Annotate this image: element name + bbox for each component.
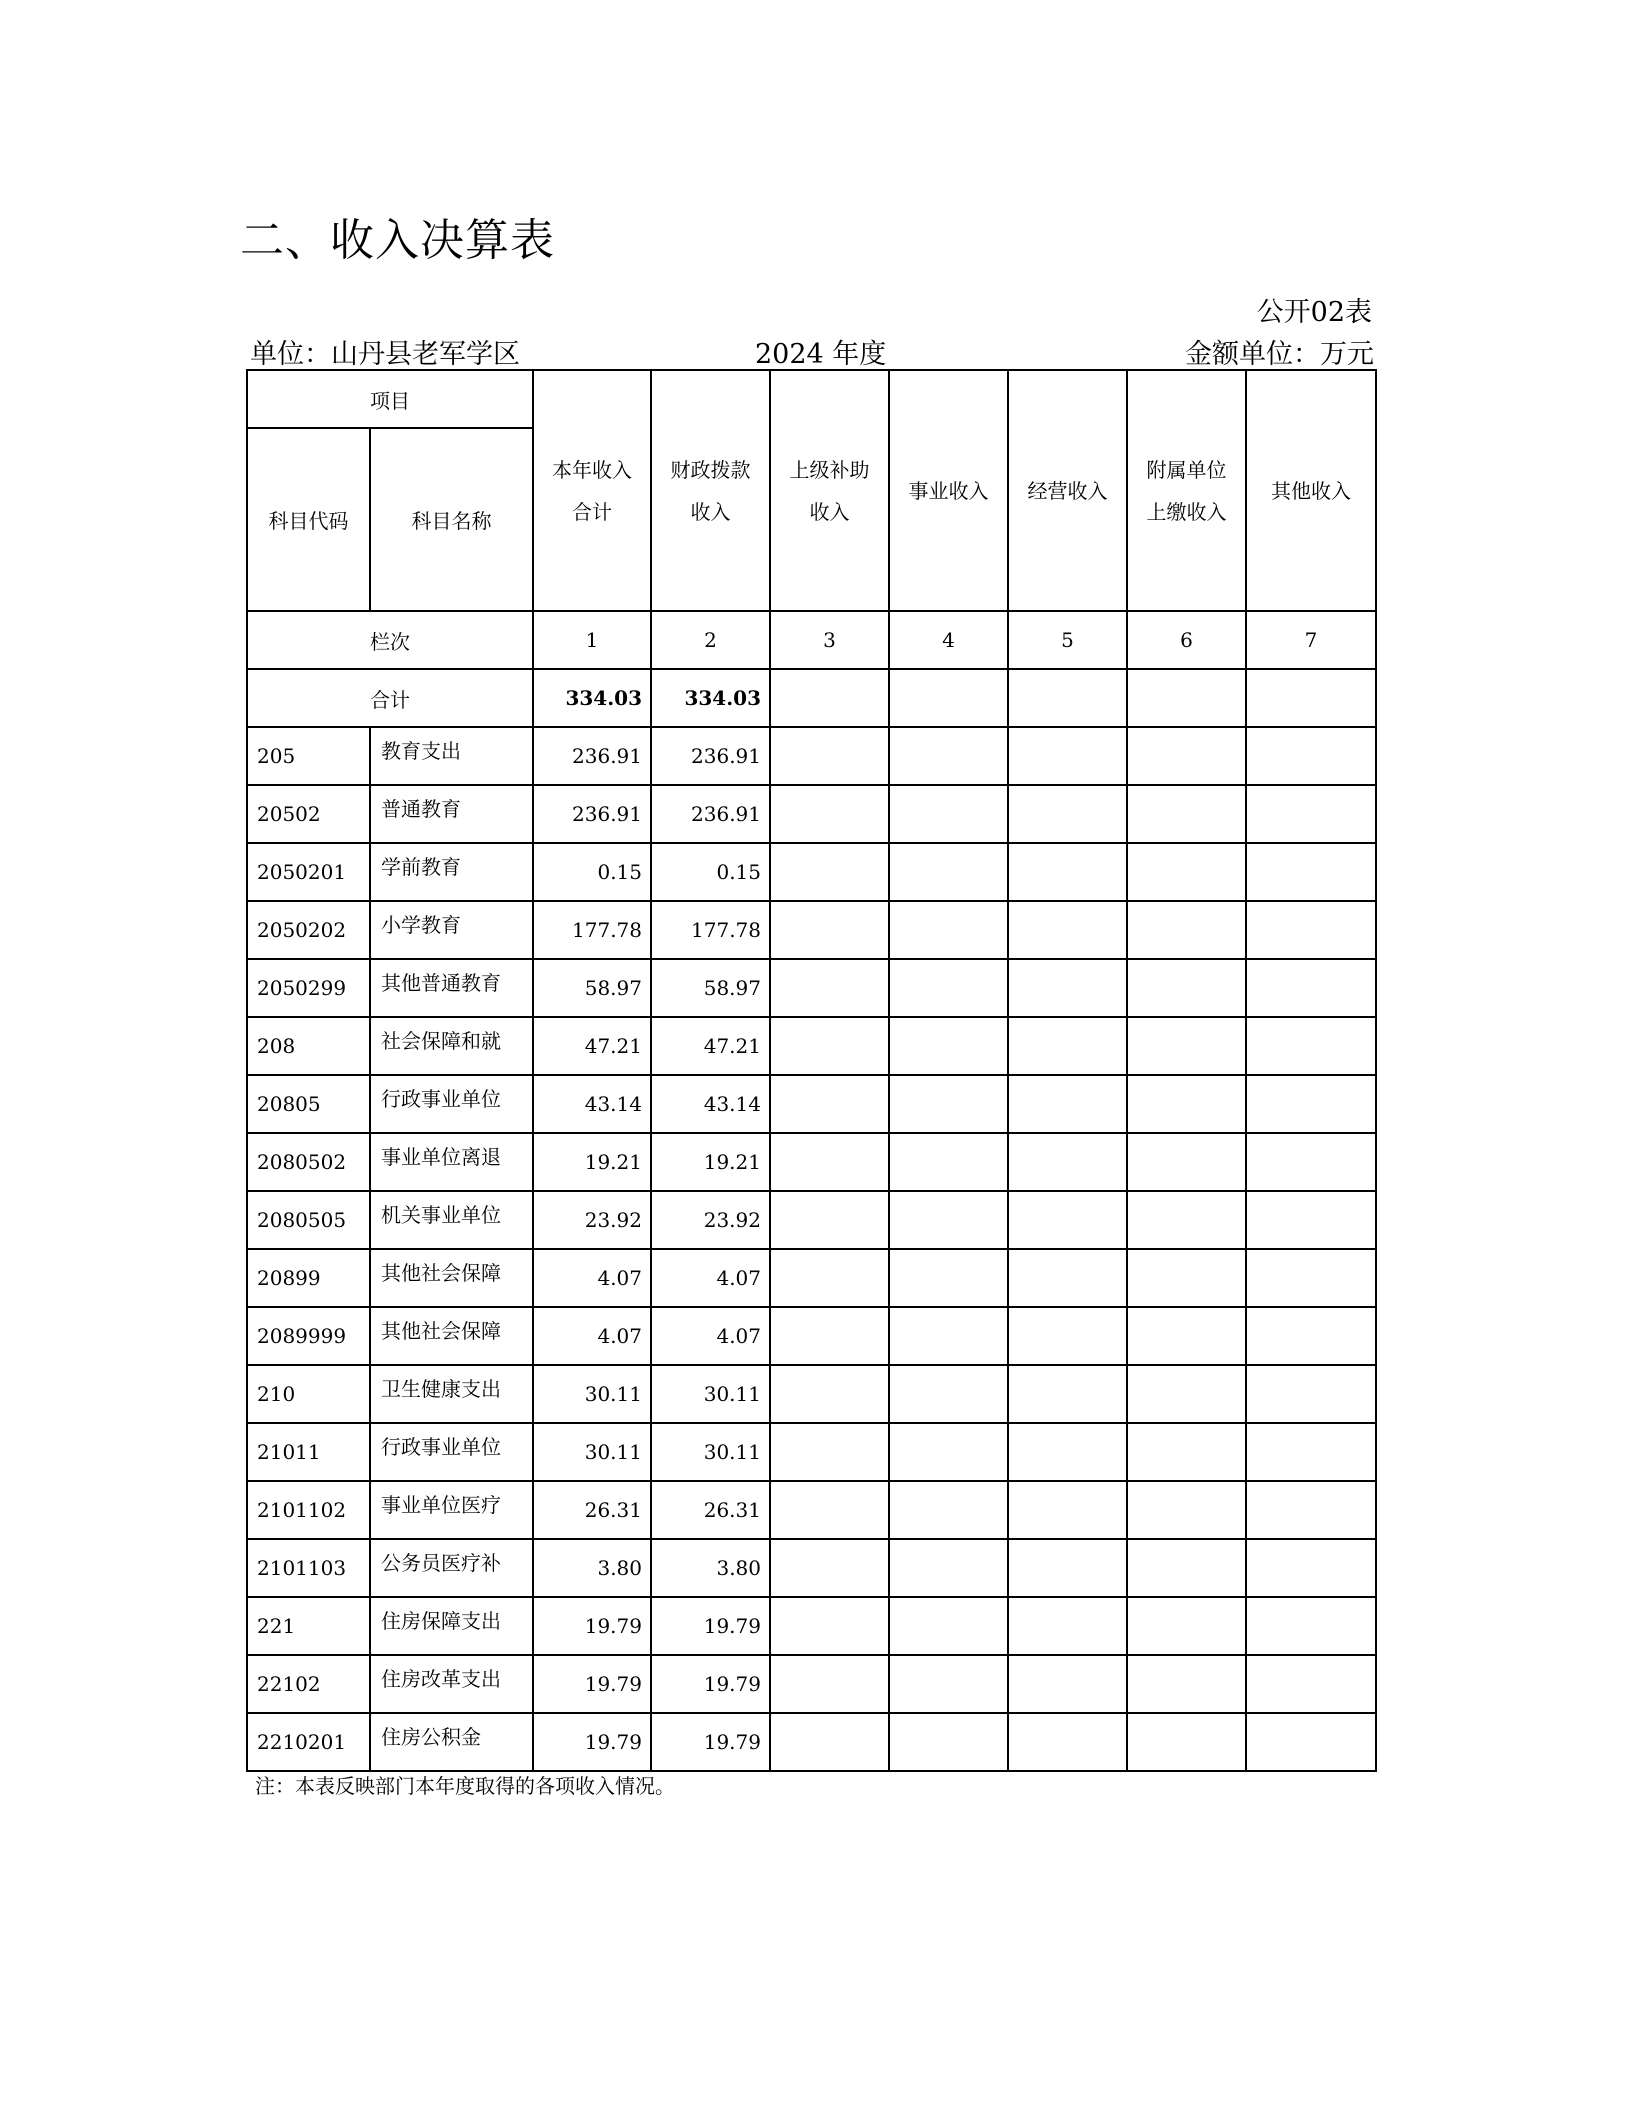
amount-cell	[1008, 959, 1127, 1017]
amount-cell: 23.92	[533, 1191, 651, 1249]
amount-cell	[770, 901, 889, 959]
header-item: 项目	[247, 370, 533, 428]
amount-cell	[889, 727, 1008, 785]
subject-name	[370, 1713, 533, 1771]
amount-cell: 30.11	[533, 1365, 651, 1423]
amount-cell	[889, 843, 1008, 901]
amount-cell	[1246, 727, 1376, 785]
header-total: 本年收入 合计	[533, 370, 651, 611]
form-number: 公开02表	[1256, 297, 1372, 328]
table-row	[247, 1249, 1376, 1307]
amount-cell	[770, 1539, 889, 1597]
amount-cell	[770, 959, 889, 1017]
subject-name-text: 普通教育	[381, 797, 461, 821]
amount-cell	[770, 727, 889, 785]
amount-cell	[1246, 959, 1376, 1017]
header-name: 科目名称	[370, 428, 533, 611]
amount-cell	[889, 1365, 1008, 1423]
amount-cell	[770, 785, 889, 843]
subject-name	[370, 1423, 533, 1481]
header-operating: 经营收入	[1008, 370, 1127, 611]
table-note: 注：本表反映部门本年度取得的各项收入情况。	[255, 1774, 675, 1798]
table-row	[247, 843, 1376, 901]
amount-cell: 236.91	[651, 785, 770, 843]
amount-cell: 58.97	[533, 959, 651, 1017]
amount-cell: 47.21	[651, 1017, 770, 1075]
amount-cell	[889, 1597, 1008, 1655]
amount-cell	[1127, 1481, 1246, 1539]
amount-cell: 19.21	[533, 1133, 651, 1191]
subject-code: 2089999	[247, 1307, 370, 1365]
amount-cell	[770, 1713, 889, 1771]
amount-cell	[1246, 1713, 1376, 1771]
table-row	[247, 1481, 1376, 1539]
subject-name-text: 其他社会保障	[381, 1319, 501, 1343]
subject-name-text: 学前教育	[381, 855, 461, 879]
amount-cell	[1246, 1249, 1376, 1307]
subject-name	[370, 1075, 533, 1133]
amount-cell	[1008, 1365, 1127, 1423]
column-number: 7	[1246, 611, 1376, 669]
subject-code: 20502	[247, 785, 370, 843]
subject-name-text: 其他普通教育	[381, 971, 501, 995]
table-row	[247, 1017, 1376, 1075]
amount-cell	[1127, 1713, 1246, 1771]
column-number-label: 栏次	[247, 611, 533, 669]
amount-cell	[1127, 1597, 1246, 1655]
subject-name	[370, 843, 533, 901]
amount-cell: 47.21	[533, 1017, 651, 1075]
amount-cell	[1246, 1133, 1376, 1191]
amount-cell	[770, 1249, 889, 1307]
amount-cell: 19.79	[651, 1597, 770, 1655]
amount-cell: 43.14	[533, 1075, 651, 1133]
header-other: 其他收入	[1246, 370, 1376, 611]
amount-cell	[1127, 1423, 1246, 1481]
amount-cell	[1008, 1481, 1127, 1539]
subject-code: 2210201	[247, 1713, 370, 1771]
unit-label: 单位：山丹县老军学区	[250, 339, 520, 370]
total-value	[1127, 669, 1246, 727]
amount-cell	[770, 1075, 889, 1133]
table-row	[247, 1655, 1376, 1713]
amount-unit-label: 金额单位：万元	[1185, 339, 1374, 370]
amount-cell	[889, 1075, 1008, 1133]
subject-name-text: 卫生健康支出	[381, 1377, 501, 1401]
subject-name-text: 住房公积金	[381, 1725, 481, 1749]
subject-code: 2050202	[247, 901, 370, 959]
amount-cell: 30.11	[651, 1423, 770, 1481]
subject-name-text: 事业单位离退	[381, 1145, 501, 1169]
amount-cell: 236.91	[533, 785, 651, 843]
subject-name	[370, 1365, 533, 1423]
subject-name-text: 教育支出	[381, 739, 461, 763]
total-value	[770, 669, 889, 727]
total-value	[889, 669, 1008, 727]
amount-cell	[1127, 959, 1246, 1017]
column-number-row	[247, 611, 1376, 669]
amount-cell: 19.79	[533, 1597, 651, 1655]
amount-cell: 19.79	[533, 1713, 651, 1771]
report-meta	[250, 332, 1374, 372]
subject-code: 208	[247, 1017, 370, 1075]
subject-name-text: 住房保障支出	[381, 1609, 501, 1633]
amount-cell	[1008, 1423, 1127, 1481]
subject-name-text: 公务员医疗补	[381, 1551, 501, 1575]
table-row	[247, 785, 1376, 843]
amount-cell: 19.21	[651, 1133, 770, 1191]
amount-cell	[1008, 1017, 1127, 1075]
income-table	[246, 369, 1377, 1772]
column-number: 4	[889, 611, 1008, 669]
amount-cell: 19.79	[651, 1713, 770, 1771]
amount-cell	[889, 785, 1008, 843]
amount-cell	[1246, 1191, 1376, 1249]
subject-code: 21011	[247, 1423, 370, 1481]
subject-code: 2101102	[247, 1481, 370, 1539]
amount-cell	[1008, 785, 1127, 843]
amount-cell: 4.07	[533, 1307, 651, 1365]
amount-cell	[1008, 1539, 1127, 1597]
table-row	[247, 1597, 1376, 1655]
amount-cell	[889, 1539, 1008, 1597]
amount-cell	[770, 1191, 889, 1249]
subject-name	[370, 959, 533, 1017]
amount-cell: 30.11	[651, 1365, 770, 1423]
table-row	[247, 1539, 1376, 1597]
subject-code: 22102	[247, 1655, 370, 1713]
amount-cell	[1008, 1191, 1127, 1249]
amount-cell	[1246, 1655, 1376, 1713]
amount-cell	[770, 1423, 889, 1481]
table-row	[247, 727, 1376, 785]
amount-cell: 0.15	[651, 843, 770, 901]
table-row	[247, 1133, 1376, 1191]
subject-name-text: 行政事业单位	[381, 1435, 501, 1459]
column-number: 2	[651, 611, 770, 669]
year-label: 2024 年度	[755, 339, 887, 370]
subject-name	[370, 1481, 533, 1539]
table-row	[247, 901, 1376, 959]
column-number: 1	[533, 611, 651, 669]
amount-cell: 3.80	[533, 1539, 651, 1597]
amount-cell	[770, 1365, 889, 1423]
column-number: 6	[1127, 611, 1246, 669]
amount-cell	[770, 843, 889, 901]
amount-cell	[1246, 1307, 1376, 1365]
total-value: 334.03	[651, 669, 770, 727]
amount-cell	[1127, 1133, 1246, 1191]
amount-cell	[889, 959, 1008, 1017]
amount-cell	[770, 1017, 889, 1075]
subject-code: 2050299	[247, 959, 370, 1017]
amount-cell	[1008, 1075, 1127, 1133]
amount-cell	[1127, 727, 1246, 785]
subject-name	[370, 1655, 533, 1713]
amount-cell: 19.79	[651, 1655, 770, 1713]
amount-cell	[889, 1655, 1008, 1713]
amount-cell	[889, 1133, 1008, 1191]
amount-cell	[889, 1017, 1008, 1075]
subject-code: 2080505	[247, 1191, 370, 1249]
amount-cell	[889, 1191, 1008, 1249]
amount-cell	[1127, 1307, 1246, 1365]
header-superior: 上级补助 收入	[770, 370, 889, 611]
header-affiliate: 附属单位 上缴收入	[1127, 370, 1246, 611]
amount-cell	[1127, 1539, 1246, 1597]
amount-cell: 30.11	[533, 1423, 651, 1481]
subject-name	[370, 1133, 533, 1191]
amount-cell	[1008, 1133, 1127, 1191]
amount-cell	[1008, 727, 1127, 785]
amount-cell: 26.31	[651, 1481, 770, 1539]
amount-cell	[770, 1307, 889, 1365]
header-code: 科目代码	[247, 428, 370, 611]
table-row	[247, 959, 1376, 1017]
amount-cell: 4.07	[533, 1249, 651, 1307]
amount-cell	[1246, 843, 1376, 901]
column-number: 5	[1008, 611, 1127, 669]
amount-cell	[889, 1423, 1008, 1481]
subject-name-text: 社会保障和就	[381, 1029, 501, 1053]
amount-cell	[1127, 1075, 1246, 1133]
amount-cell	[770, 1481, 889, 1539]
amount-cell	[770, 1133, 889, 1191]
amount-cell	[1008, 1249, 1127, 1307]
subject-code: 2080502	[247, 1133, 370, 1191]
amount-cell: 58.97	[651, 959, 770, 1017]
subject-name	[370, 1191, 533, 1249]
header-business: 事业收入	[889, 370, 1008, 611]
header-fiscal: 财政拨款 收入	[651, 370, 770, 611]
page-title: 二、收入决算表	[240, 215, 555, 266]
amount-cell: 3.80	[651, 1539, 770, 1597]
total-label: 合计	[247, 669, 533, 727]
column-number: 3	[770, 611, 889, 669]
subject-name-text: 住房改革支出	[381, 1667, 501, 1691]
subject-name-text: 行政事业单位	[381, 1087, 501, 1111]
subject-name	[370, 1307, 533, 1365]
subject-code: 20805	[247, 1075, 370, 1133]
amount-cell	[770, 1597, 889, 1655]
table-row	[247, 1423, 1376, 1481]
table-row	[247, 1307, 1376, 1365]
table-row	[247, 1365, 1376, 1423]
subject-name	[370, 901, 533, 959]
amount-cell	[1008, 901, 1127, 959]
subject-name	[370, 1249, 533, 1307]
amount-cell	[1127, 1017, 1246, 1075]
amount-cell	[889, 1481, 1008, 1539]
amount-cell	[1246, 1597, 1376, 1655]
subject-name-text: 小学教育	[381, 913, 461, 937]
subject-code: 221	[247, 1597, 370, 1655]
subject-name	[370, 785, 533, 843]
amount-cell: 177.78	[533, 901, 651, 959]
amount-cell	[1246, 1423, 1376, 1481]
amount-cell: 177.78	[651, 901, 770, 959]
amount-cell	[1127, 1365, 1246, 1423]
subject-name-text: 机关事业单位	[381, 1203, 501, 1227]
subject-name	[370, 727, 533, 785]
amount-cell	[889, 901, 1008, 959]
amount-cell: 236.91	[533, 727, 651, 785]
table-row	[247, 1713, 1376, 1771]
subject-name-text: 其他社会保障	[381, 1261, 501, 1285]
amount-cell: 4.07	[651, 1307, 770, 1365]
total-value: 334.03	[533, 669, 651, 727]
subject-name	[370, 1539, 533, 1597]
amount-cell	[770, 1655, 889, 1713]
amount-cell	[1127, 1655, 1246, 1713]
amount-cell	[1127, 785, 1246, 843]
amount-cell	[1246, 901, 1376, 959]
total-row	[247, 669, 1376, 727]
subject-code: 20899	[247, 1249, 370, 1307]
subject-code: 2101103	[247, 1539, 370, 1597]
table-row	[247, 1191, 1376, 1249]
amount-cell: 23.92	[651, 1191, 770, 1249]
amount-cell: 26.31	[533, 1481, 651, 1539]
subject-code: 210	[247, 1365, 370, 1423]
table-row	[247, 1075, 1376, 1133]
amount-cell	[1246, 1075, 1376, 1133]
amount-cell: 19.79	[533, 1655, 651, 1713]
amount-cell	[1127, 901, 1246, 959]
subject-code: 205	[247, 727, 370, 785]
subject-code: 2050201	[247, 843, 370, 901]
amount-cell: 43.14	[651, 1075, 770, 1133]
amount-cell	[889, 1249, 1008, 1307]
amount-cell	[1246, 1481, 1376, 1539]
amount-cell	[1008, 1307, 1127, 1365]
total-value	[1246, 669, 1376, 727]
amount-cell	[1008, 843, 1127, 901]
amount-cell	[1127, 843, 1246, 901]
amount-cell	[889, 1713, 1008, 1771]
amount-cell	[1008, 1597, 1127, 1655]
amount-cell	[889, 1307, 1008, 1365]
amount-cell	[1008, 1655, 1127, 1713]
subject-name	[370, 1017, 533, 1075]
amount-cell: 4.07	[651, 1249, 770, 1307]
amount-cell	[1127, 1191, 1246, 1249]
amount-cell	[1127, 1249, 1246, 1307]
amount-cell: 236.91	[651, 727, 770, 785]
amount-cell: 0.15	[533, 843, 651, 901]
amount-cell	[1246, 785, 1376, 843]
amount-cell	[1246, 1017, 1376, 1075]
total-value	[1008, 669, 1127, 727]
amount-cell	[1008, 1713, 1127, 1771]
subject-name-text: 事业单位医疗	[381, 1493, 501, 1517]
amount-cell	[1246, 1539, 1376, 1597]
subject-name	[370, 1597, 533, 1655]
amount-cell	[1246, 1365, 1376, 1423]
